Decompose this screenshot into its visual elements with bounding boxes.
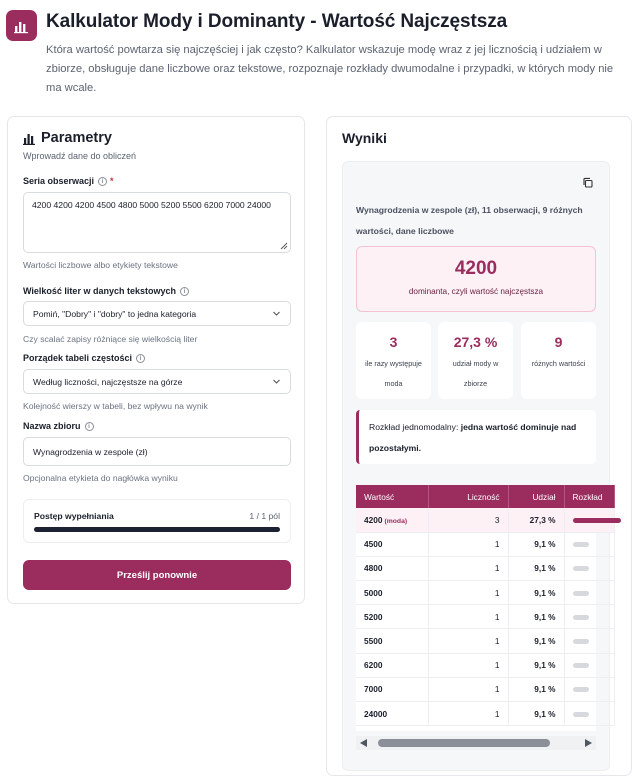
cell-distribution bbox=[564, 532, 614, 556]
distribution-bar bbox=[573, 615, 589, 620]
cell-share: 9,1 % bbox=[508, 605, 564, 629]
case-label bbox=[23, 286, 189, 296]
table-body bbox=[356, 508, 614, 726]
results-card bbox=[326, 116, 632, 776]
info-icon[interactable]: i bbox=[85, 422, 94, 431]
distribution-bar bbox=[573, 712, 589, 717]
dataset-name-value: Wynagrodzenia w zespole (zł) bbox=[33, 446, 148, 457]
scroll-left-icon[interactable] bbox=[360, 739, 367, 747]
cell-distribution bbox=[564, 653, 614, 677]
cell-count: 1 bbox=[428, 556, 508, 580]
results-panel bbox=[342, 161, 610, 771]
page-description: Która wartość powtarza się najczęściej i jak często? Kalkulator wskazuje modę wraz z jej licznością i udziałem w zbiorze, obsługuje dane liczbowe oraz tekstowe, rozpoznaje rozkłady dwumodalne i przypadki, w których mody nie ma wcale. bbox=[46, 44, 614, 94]
value-text: 5000 bbox=[364, 587, 383, 598]
column-header-value[interactable]: Wartość bbox=[356, 485, 428, 508]
chart-icon bbox=[23, 132, 36, 145]
cell-value bbox=[356, 605, 428, 629]
cell-distribution bbox=[564, 629, 614, 653]
frequency-table-wrapper bbox=[356, 485, 603, 731]
cell-count: 3 bbox=[428, 508, 508, 532]
scrollbar-thumb[interactable] bbox=[378, 739, 550, 747]
stat-distinct-values bbox=[521, 322, 596, 399]
resize-grip-icon[interactable] bbox=[280, 242, 288, 250]
order-select-value: Według liczności, najczęstsze na górze bbox=[33, 376, 183, 387]
distribution-bar bbox=[573, 687, 589, 692]
progress-label: Postęp wypełniania bbox=[34, 511, 114, 521]
series-label-text: Seria obserwacji bbox=[23, 176, 95, 186]
progress-box bbox=[23, 499, 291, 543]
resubmit-button[interactable]: Prześlij ponownie bbox=[23, 560, 291, 590]
value-text: 4800 bbox=[364, 563, 383, 574]
stat-caption: udział mody w zbiorze bbox=[452, 359, 499, 388]
table-row bbox=[356, 653, 614, 677]
info-icon[interactable]: i bbox=[136, 354, 145, 363]
mode-value: 4200 bbox=[454, 258, 498, 279]
cell-count: 1 bbox=[428, 605, 508, 629]
parameters-subtitle: Wprowadź dane do obliczeń bbox=[23, 151, 137, 161]
cell-value bbox=[356, 556, 428, 580]
cell-share: 27,3 % bbox=[508, 508, 564, 532]
parameters-title: Parametry bbox=[41, 130, 112, 146]
order-label bbox=[23, 353, 145, 363]
value-text: 4500 bbox=[364, 539, 383, 550]
info-icon[interactable]: i bbox=[98, 177, 107, 186]
cell-share: 9,1 % bbox=[508, 532, 564, 556]
bar-chart-icon bbox=[6, 10, 37, 41]
series-value: 4200 4200 4200 4500 4800 5000 5200 5500 6200 7000 24000 bbox=[32, 200, 271, 210]
cell-share: 9,1 % bbox=[508, 581, 564, 605]
cell-distribution bbox=[564, 581, 614, 605]
cell-count: 1 bbox=[428, 629, 508, 653]
table-row bbox=[356, 532, 614, 556]
value-text: 5500 bbox=[364, 636, 383, 647]
distribution-bar bbox=[573, 639, 589, 644]
stat-caption: ile razy występuje moda bbox=[365, 359, 422, 388]
name-hint: Opcjonalna etykieta do nagłówka wyniku bbox=[23, 473, 178, 483]
value-text: 4200 bbox=[364, 514, 383, 525]
column-header-share[interactable]: Udział bbox=[508, 485, 564, 508]
cell-value bbox=[356, 653, 428, 677]
column-header-distribution[interactable]: Rozkład bbox=[564, 485, 614, 508]
table-header-row bbox=[356, 485, 614, 508]
distribution-bar bbox=[573, 663, 589, 668]
cell-value bbox=[356, 581, 428, 605]
distribution-bar bbox=[573, 542, 589, 547]
cell-share: 9,1 % bbox=[508, 702, 564, 726]
chevron-down-icon bbox=[272, 309, 281, 318]
cell-distribution bbox=[564, 556, 614, 580]
cell-value bbox=[356, 677, 428, 701]
cell-value bbox=[356, 629, 428, 653]
series-label bbox=[23, 176, 114, 186]
name-label-text: Nazwa zbioru bbox=[23, 421, 81, 431]
cell-count: 1 bbox=[428, 677, 508, 701]
table-row bbox=[356, 629, 614, 653]
progress-track bbox=[34, 527, 280, 532]
table-row bbox=[356, 677, 614, 701]
progress-fill bbox=[34, 527, 280, 532]
dataset-name-input[interactable] bbox=[23, 437, 291, 466]
scroll-right-icon[interactable] bbox=[585, 739, 592, 747]
column-header-count[interactable]: Liczność bbox=[428, 485, 508, 508]
parameters-card bbox=[7, 116, 305, 604]
progress-count: 1 / 1 pól bbox=[249, 511, 280, 521]
stat-mode-share bbox=[438, 322, 513, 399]
horizontal-scrollbar[interactable] bbox=[356, 736, 596, 750]
table-row bbox=[356, 508, 614, 532]
distribution-note bbox=[356, 410, 596, 464]
page-header bbox=[0, 0, 625, 100]
case-hint: Czy scalać zapisy różniące się wielkością liter bbox=[23, 334, 198, 344]
copy-icon[interactable] bbox=[581, 176, 595, 190]
stat-caption: różnych wartości bbox=[531, 359, 586, 368]
cell-value bbox=[356, 532, 428, 556]
info-icon[interactable]: i bbox=[180, 287, 189, 296]
series-textarea[interactable] bbox=[23, 192, 291, 253]
distribution-bar bbox=[573, 518, 621, 523]
cell-distribution bbox=[564, 508, 614, 532]
value-text: 6200 bbox=[364, 660, 383, 671]
results-title: Wyniki bbox=[342, 130, 387, 146]
order-hint: Kolejność wierszy w tabeli, bez wpływu na wynik bbox=[23, 401, 208, 411]
cell-value bbox=[356, 508, 428, 532]
frequency-table bbox=[356, 485, 615, 726]
stat-value: 27,3 % bbox=[453, 334, 498, 350]
cell-distribution bbox=[564, 605, 614, 629]
chevron-down-icon bbox=[272, 377, 281, 386]
stat-value: 9 bbox=[554, 334, 563, 350]
results-summary: Wynagrodzenia w zespole (zł), 11 obserwacji, 9 różnych wartości, dane liczbowe bbox=[356, 205, 583, 236]
case-select[interactable] bbox=[23, 301, 291, 326]
stat-value: 3 bbox=[389, 334, 398, 350]
case-label-text: Wielkość liter w danych tekstowych bbox=[23, 286, 176, 296]
mode-hero bbox=[356, 246, 596, 312]
page-title: Kalkulator Mody i Dominanty - Wartość Najczęstsza bbox=[46, 11, 508, 32]
cell-share: 9,1 % bbox=[508, 629, 564, 653]
order-label-text: Porządek tabeli częstości bbox=[23, 353, 133, 363]
note-prefix: Rozkład jednomodalny: bbox=[369, 422, 461, 432]
name-label bbox=[23, 421, 94, 431]
cell-count: 1 bbox=[428, 532, 508, 556]
cell-count: 1 bbox=[428, 653, 508, 677]
mode-tag: (moda) bbox=[384, 517, 408, 525]
cell-distribution bbox=[564, 677, 614, 701]
cell-value bbox=[356, 702, 428, 726]
parameters-heading bbox=[23, 130, 112, 146]
series-hint: Wartości liczbowe albo etykiety tekstowe bbox=[23, 260, 178, 270]
value-text: 5200 bbox=[364, 611, 383, 622]
cell-share: 9,1 % bbox=[508, 677, 564, 701]
cell-share: 9,1 % bbox=[508, 653, 564, 677]
table-row bbox=[356, 702, 614, 726]
case-select-value: Pomiń, "Dobry" i "dobry" to jedna kategoria bbox=[33, 308, 197, 319]
cell-share: 9,1 % bbox=[508, 556, 564, 580]
required-mark: * bbox=[110, 176, 114, 186]
cell-count: 1 bbox=[428, 702, 508, 726]
cell-distribution bbox=[564, 702, 614, 726]
distribution-bar bbox=[573, 566, 589, 571]
order-select[interactable] bbox=[23, 369, 291, 394]
table-row bbox=[356, 556, 614, 580]
table-row bbox=[356, 605, 614, 629]
value-text: 7000 bbox=[364, 684, 383, 695]
note-bold: jedna wartość dominuje nad pozostałymi. bbox=[369, 422, 577, 453]
distribution-bar bbox=[573, 591, 589, 596]
mode-caption: dominanta, czyli wartość najczęstsza bbox=[408, 287, 544, 296]
stat-mode-count bbox=[356, 322, 431, 399]
table-row bbox=[356, 581, 614, 605]
cell-count: 1 bbox=[428, 581, 508, 605]
value-text: 24000 bbox=[364, 708, 388, 719]
